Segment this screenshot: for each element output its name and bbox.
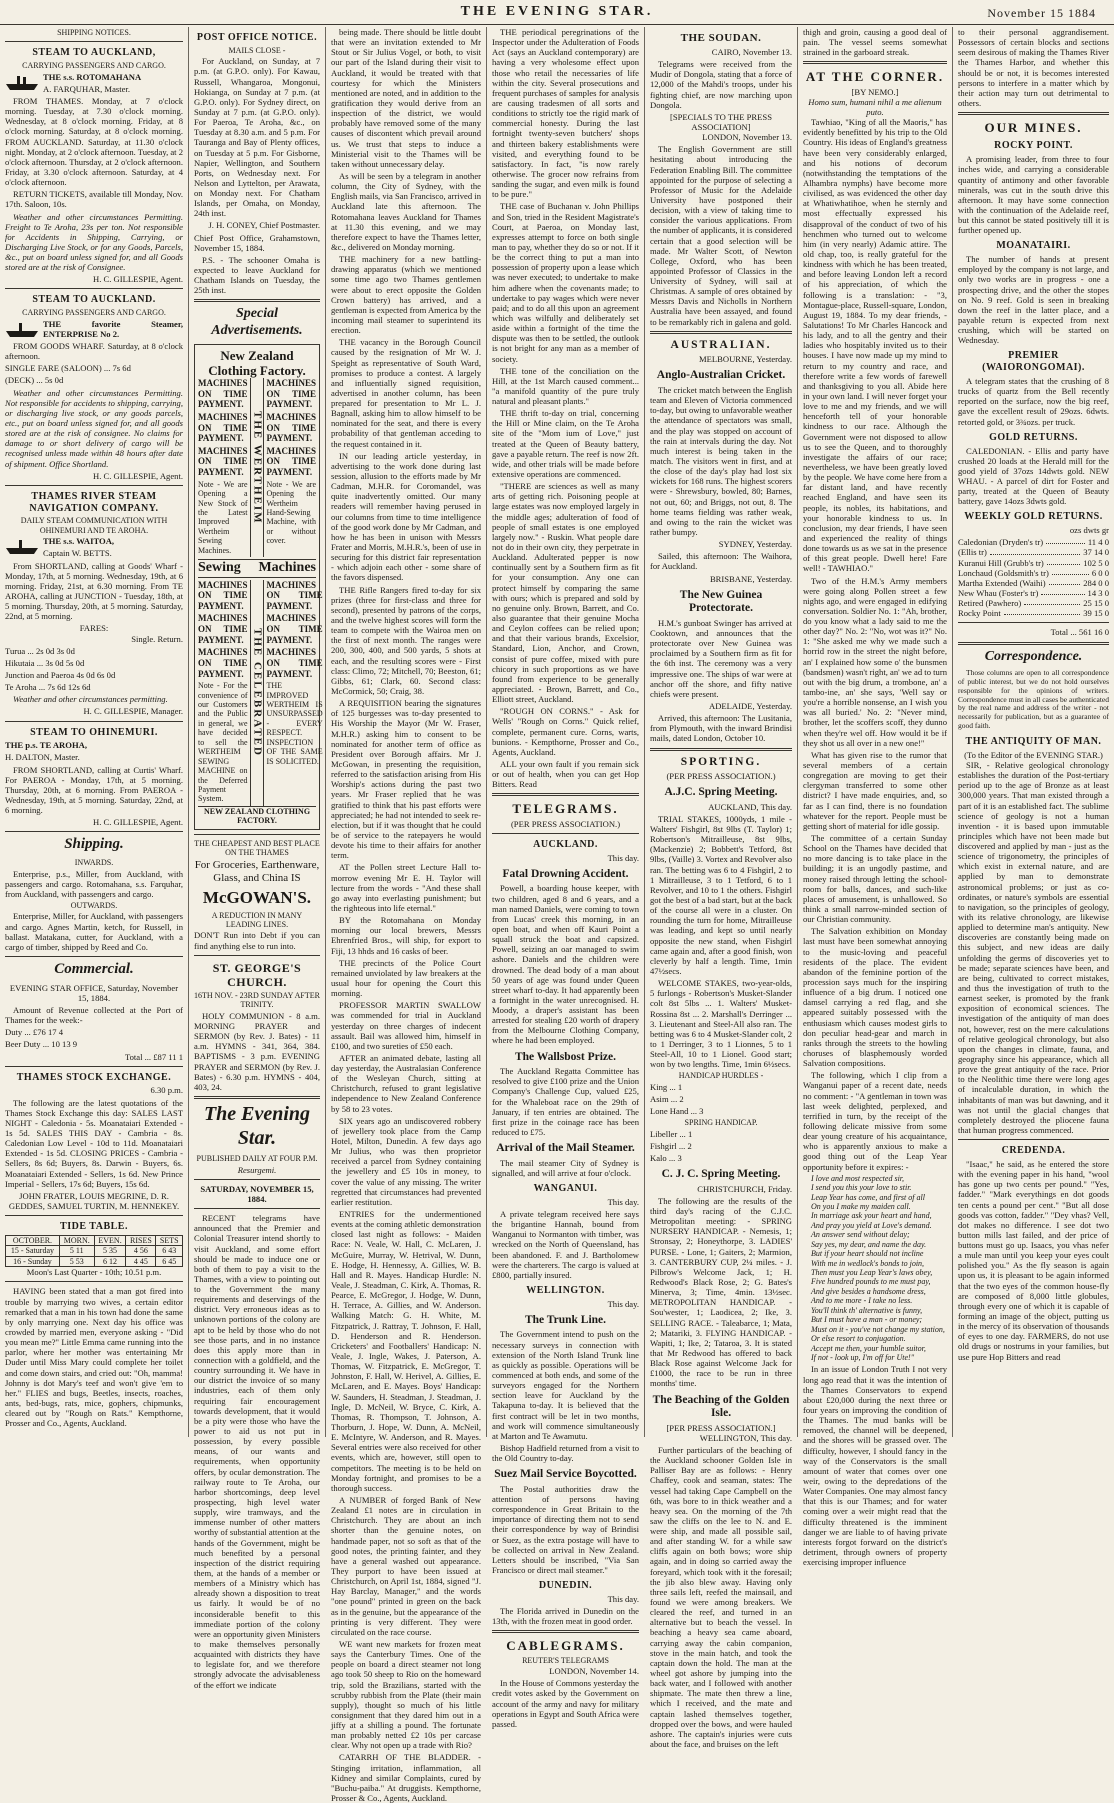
agent-signature: H. C. GILLESPIE, Manager. bbox=[83, 706, 183, 717]
table-row bbox=[958, 547, 1109, 557]
table-row bbox=[6, 1246, 183, 1256]
correspondence-note: Those columns are open to all correspondence of public interest, but we do not hold ourselves responsible for the opinions of writers. Correspondence must in all cases be authenticated by the real name and address of the writer - not necessarily for publication, but as a guarantee of good faith. bbox=[958, 668, 1109, 731]
outwards-heading: OUTWARDS. bbox=[70, 901, 118, 911]
advert-vertical-text: THE WERTHEIM bbox=[250, 378, 265, 557]
story-body: WELCOME STAKES, two-year-olds, 5 furlongs - Robertson's Musket-Slander colt 8st 5lbs ... 1. Walters' Musket-Rossina 8st ... 2. Marshall's Derringer ... 3. Lieutenant and Steel-All also ran. The betting was 6 to 4 Musket-Slander colt, 2 to 1 Derringer, 3 to 1 Lionnes, 5 to 1 Steel-All, 10 to 1 Lionel. Good start; won by two lengths. Time, 1min 6½secs. bbox=[650, 978, 792, 1070]
editorial-date: SATURDAY, NOVEMBER 15, 1884. bbox=[200, 1183, 314, 1204]
story-heading: The Wallsbost Prize. bbox=[514, 1050, 617, 1063]
steamer-name: THE s.s. WAITOA, bbox=[43, 536, 115, 547]
advert-line: MACHINES ON TIME PAYMENT. bbox=[266, 411, 316, 444]
table-cell: EVEN. bbox=[94, 1235, 126, 1245]
story-heading: The New Guinea Protectorate. bbox=[679, 588, 763, 615]
return-tickets: RETURN TICKETS, available till Monday, Nov. 17th. Saloon, 10s. bbox=[5, 189, 183, 210]
article-paragraph: THE periodical peregrinations of the Inspector under the Adulteration of Foods Act (says an Auckland contemporary) are having a very wholesome effect upon those who retail the necessaries of life within the city. Several prosecutions and frequent purchases of samples for analysis are causing tradesmen of all sorts and conditions to strictly toe the rigid mark of commercial honesty. During the last fortnight twenty-seven butchers' shops and thirteen bakery establishments were visited, and everything found to be satisfactory. In fact, "is now rarely otherwise. The grocer now refrains from sanding the sugar, and even milk is found to be pure." bbox=[492, 27, 639, 200]
table-cell: 6 12 bbox=[94, 1256, 126, 1266]
table-row bbox=[958, 598, 1109, 608]
fare-line: Junction and Paeroa 4s 0d 6s 0d bbox=[5, 669, 116, 680]
article-paragraph: PROFESSOR MARTIN SWALLOW was commended for trial in Auckland yesterday on three charges of indecent assault. Bail was allowed him, himself in £100, and two sureties of £50 each. bbox=[331, 1000, 481, 1051]
column-1 bbox=[0, 27, 188, 1437]
fare-line: Hikutaia ... 3s 0d 5s 0d bbox=[5, 657, 85, 668]
story-body: Arrived, this afternoon: The Lusitania, from Plymouth, with the inward Brindisi mails, dated London, October 10. bbox=[650, 713, 792, 744]
fares-heading: FARES: bbox=[79, 623, 109, 634]
advert-line: MACHINES ON TIME PAYMENT. bbox=[266, 579, 323, 611]
story-heading: Fatal Drowning Accident. bbox=[502, 867, 629, 880]
advert-line: MACHINES ON TIME PAYMENT. bbox=[198, 445, 248, 478]
table-cell: 14 3 0 bbox=[1087, 588, 1109, 599]
table-row bbox=[6, 1235, 183, 1245]
race-result: Fishgirl ... 2 bbox=[650, 1140, 692, 1151]
steamer-name: THE s.s. ROTOMAHANA bbox=[43, 71, 142, 82]
fares-columns: Single. Return. bbox=[131, 633, 183, 644]
weekly-gold-units: ozs dwts gr bbox=[1069, 525, 1109, 536]
fare-line: Te Aroha ... 7s 6d 12s 6d bbox=[5, 682, 91, 693]
mcgowan-note: DON'T Run into Debt if you can find anything else to run into. bbox=[194, 930, 320, 951]
section-heading: AUSTRALIAN. bbox=[670, 338, 772, 351]
article-paragraph: A REQUISITION bearing the signatures of 125 burgesses was to-day presented to His Worship the Mayor (Mr W. Fraser, M.H.R.) asking him to consent to be nominated for another term of office as President over Borough affairs. Mr J. McGowan, in presenting the requisition, referred to the satisfaction arising from His Worship's actions during the past two years. Mr Fraser replied that he was gratified to think that his past efforts were appreciated; he had not intended to seek re-election, but if it was thought that he could be of service to the ratepayers he would devote his time to their affairs for another term. bbox=[331, 698, 481, 861]
steamer-name: THE favorite Steamer, ENTERPRISE No 2. bbox=[43, 318, 183, 339]
table-cell: 4 56 bbox=[126, 1246, 156, 1256]
column-6 bbox=[797, 27, 952, 1568]
steamer-schedule: FROM SHORTLAND, calling at Curtis' Wharf. For PAEROA - Monday, 17th, at 5 morning. Thursday, 20th, at 6 morning. From PAEROA - Wednesday, 19th, at 5 morning. Saturday, 22nd, at 6 morning. bbox=[5, 764, 183, 816]
table-cell: OCTOBER. bbox=[6, 1235, 60, 1245]
weekly-gold-total: Total ... 561 16 0 bbox=[1050, 627, 1109, 638]
cablegrams-heading: CABLEGRAMS. bbox=[506, 1638, 625, 1654]
table-cell: Caledonian (Dryden's tr) bbox=[958, 537, 1044, 548]
dateline-day: CAIRO, November 13. bbox=[711, 46, 792, 57]
story-body: In the House of Commons yesterday the credit votes asked by the Government on account of the army and navy for military operations in Egypt and South Africa were passed. bbox=[492, 1678, 639, 1729]
article-paragraph: THE thrift to-day on trial, concerning the Hill or Mine claim, on the Te Aroha site of the "Mom ium of Love," just treated at the Queen of Beauty battery, gave a payable return. The reef is now 2ft. wide, and other trials will be made before extensive operations are commenced. bbox=[492, 408, 639, 480]
sporting-sub: (PER PRESS ASSOCIATION.) bbox=[666, 771, 776, 782]
article-paragraph: SIX years ago an undiscovered robbery of jewellery took place from the Camp Hotel, Milton, Dunedin. A few days ago Mr Julius, who was then proprietor received a parcel from Sydney containing the jewellery and £5 10s in money, to cover the value of any missing. The writer regretted that circumstances had prevented earlier restitution. bbox=[331, 1115, 481, 1207]
mine-report: A telegram states that the crushing of 8 trucks of quartz from the Bell recently reported on the surface, now the big reef, gave the excellent result of 29ozs. 6dwts. retorted gold, or 3¾ozs. per truck. bbox=[958, 376, 1109, 427]
steamer-ad-waitoa bbox=[5, 536, 183, 716]
article-paragraph: IN our leading article yesterday, in advertising to the work done during last session, allusion to the efforts made by Mr Cadman, M.H.R. for Coromandel, was quite inadvertently omitted. Our many readers will remember having perused in our columns from time to time intelligence of the good work done by Mr Cadman, and how he has been in unison with Messrs Frater and Morris, M.H.R.'s, been of use in securing for this district fair representation - which adjoin each other - some share of the favors dispensed. bbox=[331, 450, 481, 583]
table-cell: 11 4 0 bbox=[1087, 537, 1109, 548]
story-heading: Anglo-Australian Cricket. bbox=[656, 369, 786, 382]
church-subheading: 16TH NOV. - 23RD SUNDAY AFTER TRINITY. bbox=[194, 991, 320, 1010]
table-cell: 15 - Saturday bbox=[6, 1246, 60, 1256]
post-office-ps: P.S. - The schooner Omaha is expected to leave Auckland for Chatham Islands on Tuesday, the 25th inst. bbox=[194, 254, 320, 296]
agent-signature: H. C. GILLESPIE, Agent. bbox=[93, 470, 183, 481]
correspondence-heading: Correspondence. bbox=[984, 648, 1083, 664]
ad-subheading: CARRYING PASSENGERS AND CARGO. bbox=[22, 308, 166, 318]
table-cell: MORN. bbox=[59, 1235, 94, 1245]
dateline-day: This day. bbox=[607, 852, 639, 863]
steamer-name: THE p.s. TE AROHA, bbox=[5, 740, 87, 751]
table-cell: Retired (Pawhero) bbox=[958, 598, 1022, 609]
ad-heading: STEAM TO OHINEMURI. bbox=[30, 726, 158, 738]
editorial-masthead: The Evening Star. bbox=[203, 1103, 311, 1149]
stock-exchange-names: JOHN FRATER, LOUIS MEGRINE, D. R. GEDDES, SAMUEL TURTIN, M. HENNEKEY. bbox=[8, 1190, 180, 1212]
dateline-heading: AUCKLAND. bbox=[533, 838, 598, 850]
advert-vertical-text: THE CELEBRATED bbox=[250, 580, 265, 806]
story-body: A private telegram received here says the brigantine Hannah, bound from Wanganui to Normanton with timber, was wrecked on the North of Queensland, has been abandoned. F. and J. Bartholomew were the charterers. The cargo is valued at £800, partially insured. bbox=[492, 1208, 639, 1280]
race-result: Libeller ... 1 bbox=[650, 1128, 693, 1139]
table-row bbox=[958, 568, 1109, 578]
dateline-heading: DUNEDIN. bbox=[538, 1580, 593, 1592]
revenue-line: Beer Duty ... 10 13 9 bbox=[5, 1039, 78, 1050]
stock-exchange-body: The following are the latest quotations of the Thames Stock Exchange this day: SALES LAST NIGHT - Caledonia - 5s. Moanataiari Extended - 1s 5d. SALES THIS DAY - Cambria - 8s. Caledonian Low Level - 10d to 11d. Moanataiari Extended - 1s 5d. CLOSING PRICES - Cambria - Sellers, 8s 6d; Buyers, 8s. Darwin - Buyers, 6s. Moanataiari Extended - Sellers, 1s 6d. New Prince Imperial - Sellers, 17s 6d; Buyers, 15s 6d. bbox=[5, 1097, 183, 1189]
corner-byline: [BY NEMO.] bbox=[851, 86, 899, 97]
poem: I love and most respected sir, I send you this your love to stir. Leap Year has come, and first of all On you I make my maiden call. In marriage ask your heart and hand, And pray you yield at Love's demand. An answer send without delay; Say yes, my dear, and name the day. But if your heart should not incline With me in wedlock's bonds to join, Then must you Leap Year's laws obey, Five hundred pounds to me must pay, And give besides a handsome dress, And to me more - I take no less. You'll think th' alternative is funny, But I must have a man - or money; Must on it - you've not change my station, Or else resort to conjugation. Accept me then, your humble suitor, If not - look up, I'm off for Ute!" bbox=[811, 1173, 945, 1362]
dateline-day: CHRISTCHURCH, Friday. bbox=[697, 1183, 792, 1194]
post-office-sub: MAILS CLOSE - bbox=[228, 45, 286, 55]
advert-line: MACHINES ON TIME PAYMENT. bbox=[198, 613, 248, 645]
table-cell: 4 45 bbox=[126, 1256, 156, 1266]
post-office-signature: J. H. CONEY, Chief Postmaster. bbox=[208, 220, 320, 231]
dateline-day: MELBOURNE, Yesterday. bbox=[698, 354, 792, 365]
telegrams-sub: (PER PRESS ASSOCIATION.) bbox=[510, 818, 621, 829]
specials-note: [SPECIALS TO THE PRESS ASSOCIATION] bbox=[670, 111, 772, 132]
story-heading: C. J. C. Spring Meeting. bbox=[661, 1168, 781, 1181]
advert-line: MACHINES ON TIME PAYMENT. bbox=[198, 378, 248, 410]
church-heading: ST. GEORGE'S CHURCH. bbox=[212, 960, 302, 989]
article-paragraph: THE precincts of the Police Court remained unviolated by law breakers at the usual hour for opening the Court this morning. bbox=[331, 957, 481, 999]
stock-exchange-time: 6.30 p.m. bbox=[150, 1085, 183, 1096]
table-cell: 5 35 bbox=[94, 1246, 126, 1256]
dateline-day: LONDON, November 14. bbox=[549, 1666, 639, 1677]
agent-signature: H. C. GILLESPIE, Agent. bbox=[93, 817, 183, 828]
advert-line: MACHINES ON TIME PAYMENT. bbox=[266, 445, 316, 478]
column-4 bbox=[486, 27, 644, 1729]
race-result: Asim ... 2 bbox=[650, 1094, 684, 1105]
masthead-date: November 15 1884 bbox=[987, 6, 1096, 20]
article-paragraph: ALL your own fault if you remain sick or out of health, when you can get Hop Bitters. Read bbox=[492, 758, 639, 790]
sporting-heading: SPORTING. bbox=[680, 755, 762, 768]
special-ads-heading: Special Advertisements. bbox=[211, 306, 303, 338]
corner-heading: AT THE CORNER. bbox=[805, 69, 945, 85]
table-cell: 5 53 bbox=[59, 1256, 94, 1266]
mine-report: A promising leader, from three to four inches wide, and carrying a considerable quantity of antimony and other favorable minerals, was cut in the south drive this afternoon. It may have some connection with the continuation of the Adelaide reef, but this cannot be stated positively till it is further opened up. bbox=[958, 154, 1109, 236]
race-heading: HANDICAP HURDLES - bbox=[678, 1071, 764, 1081]
story-body: The Florida arrived in Dunedin on the 13th, with the frozen meat in good order. bbox=[492, 1606, 639, 1627]
steamer-master: A. FARQUHAR, Master. bbox=[43, 83, 130, 94]
table-cell: Lonchaud (Goldsmith's tr) bbox=[958, 567, 1049, 578]
stock-exchange-heading: THAMES STOCK EXCHANGE. bbox=[16, 1071, 172, 1083]
ad-subheading: CARRYING PASSENGERS AND CARGO. bbox=[22, 61, 166, 71]
corner-paragraph: The Salvation exhibition on Monday last must have been somewhat annoying to the music-loving and peaceful residents of the place. The evident abandon of the feminine portion of the procession says much for the inspiring influence of a big drum. I noticed one damsel carrying a red flag, and she appeared suitably possessed with the enthusiasm which causes modest girls to don peculiar head-gear and march in ranks through the streets to the howling choruses of blasphemously worded Salvation compositions. bbox=[803, 926, 947, 1069]
table-cell: 25 15 0 bbox=[1083, 598, 1109, 609]
agent-signature: H. C. GILLESPIE, Agent. bbox=[93, 274, 183, 285]
table-cell: SETS bbox=[156, 1235, 183, 1245]
story-heading: A.J.C. Spring Meeting. bbox=[664, 786, 778, 799]
masthead bbox=[0, 0, 1114, 25]
dateline-day: This day. bbox=[607, 1593, 639, 1604]
article-paragraph: "THERE are sciences as well as many arts of getting rich. Poisoning people at large estates was now employed largely in the middle ages; adulteration of food of people of small estates is one employed largely now." - Ruskin. What people dare not do in their own city, they perpetrate in Auckland. Adulterated pepper is now continually sent by a Southern firm as fit for your consumption. Any one can protect himself by comparing the same with ours; which is prepared and sold by no genuine only. Brown, Barrett, and Co. also guarantee that their genuine Mocha and Ceylon coffees can be relied upon; and that their various brands, Excelsior, Standard, Lion, Anchor, and Crown, consist of pure coffee, mixed with pure chicory in such proportions as we have found from experience to be generally appreciated. - Brown, Barrett, and Co., Elliott street, Auckland. bbox=[492, 481, 639, 705]
story-body: Powell, a boarding house keeper, with two children, aged 8 and 6 years, and a man named Daniels, were coming to town from Lucas' creek this morning, in an open boat, and when off Kauri Point a squall struck the boat and capsized. Powell, seizing an oar managed to swim ashore. Daniels and the children were drowned. The dead body of a man about 50 years of age was found under Queen street wharf to-day. It had apparently been a fortnight in the water unrecognised. H. Moody, a draper's assistant has been arrested for stealing £20 worth of drapery from the Melbourne Clothing Company, where he had been employed. bbox=[492, 883, 639, 1046]
story-body: Telegrams were received from the Mudir of Dongola, stating that a force of 12,000 of the Mahdi's troops, under his fighting chief, are now marching upon Dongola. bbox=[650, 59, 792, 110]
steamer-schedule: FROM THAMES. Monday, at 7 o'clock morning. Tuesday, at 7.30 o'clock morning. Wednesday, at 8 o'clock morning. Friday, at 8 o'clock morning. Saturday, at 8 o'clock morning. FROM AUCKLAND. Saturday, at 11.30 o'clock night. Monday, at 2 o'clock afternoon. Tuesday, at 2 o'clock afternoon. Thursday, at 2 o'clock afternoon. Friday, at 3.30 o'clock afternoon. Saturday, at 4 o'clock afternoon. bbox=[5, 95, 184, 188]
weekly-gold-heading: WEEKLY GOLD RETURNS. bbox=[964, 511, 1103, 523]
advert-title: New Zealand Clothing Factory. bbox=[208, 347, 306, 378]
story-body: Further particulars of the beaching of the Auckland schooner Golden Isle in Palliser Bay are as follows: - Henry Chaffey, cook and seaman, states: The vessel had taking Cape Campbell on the 6th, was bore to in thick weather and a heavy sea. On the morning of the 7th saw the cliffs on the lee to N. and E. were ship, and made all possible sail, and after standing W. for a while saw cliffs again on both bows; wore ship again, and in doing so carried away the foreyard, which took with it the foresail; the jib also blew away. Having only three sails left, reefed the mainsail, and found we were among breakers. We cleared the reef, and turned in an alternative but to beach the vessel. In beaching a heavy sea came aboard, carrying away the cabin companion, stove in the main hatch, and took the captain down the hold. The man at the wheel got ashore by jumping into the back water, and I followed with another shipmate. The mate then threw a line, which I received, and the mate and captain lashed themselves together, dropped over the bows, and were hauled ashore. The captain's injuries were cuts about the face, and bruises on the left bbox=[650, 1444, 792, 1750]
dateline-day: This day. bbox=[607, 1298, 639, 1309]
corner-paragraph: In an issue of London Truth I not very long ago read that it was the intention of the Thames Conservators to expend about £20,000 during the next three or four years on improving the condition of the Thames. The mud banks will be removed, the channel will be deepened, and the shores will be grassed over. The difficulty, however, I should fancy in the way of the Conservators is the small amount of water that comes over one weir, owing to the depredations of the Water Companies. One may almost fancy that this is our Thames; and for water coming over a weir might read that the difficulty threatened is the imminent danger we are liable to of having private interests forgot forward on the district's detriment, through owners of property exercising improper influence bbox=[803, 1364, 947, 1568]
letter-sub: (To the Editor of the EVENING STAR.) bbox=[964, 749, 1103, 760]
weather-notice: Weather and other circumstances permitting. bbox=[13, 694, 168, 705]
steamer-ad-rotomahana bbox=[5, 72, 183, 285]
tide-table bbox=[5, 1235, 183, 1267]
mines-heading: OUR MINES. bbox=[984, 120, 1083, 136]
mine-heading: GOLD RETURNS. bbox=[989, 431, 1078, 443]
table-cell: 39 15 0 bbox=[1083, 608, 1109, 619]
masthead-title: THE EVENING STAR. bbox=[460, 4, 654, 19]
dateline-day: LONDON, November 13. bbox=[702, 132, 792, 143]
advert-footer: NEW ZEALAND CLOTHING FACTORY. bbox=[198, 806, 316, 826]
steamship-icon bbox=[5, 74, 39, 92]
race-heading: SPRING HANDICAP. bbox=[684, 1118, 758, 1128]
table-cell: 284 0 0 bbox=[1083, 577, 1109, 588]
filler-paragraph: HAVING been stated that a man got fired into trouble by marrying two wives, a certain editor remarked that a man in his town had done the same by only marrying one. Next day his office was crowded by married men, everyone asking - "Did you mean me?" Little Emma came running into the parlor, where her mother was entertaining Mr Duder until Miss Mary could complete her toilet and come down stairs, and cried out: "Oh, mamma! Johnny is dot Mary's teef and won't give 'em to her." FLIES and bugs, Beetles, insects, roaches, ants, bed-bugs, rats, mice, gophers, chipmunks, cleared out by "Rough on Rats." Kempthorne, Prosser and Co., Agents, Auckland. bbox=[5, 1286, 183, 1429]
letter-heading: THE ANTIQUITY OF MAN. bbox=[965, 736, 1102, 747]
article-paragraph: BY the Rotomahana on Monday morning our local brewers, Messrs Ehrenfried Bros., will ship, for export to Fiji, 13 hhds and 16 casks of beer. bbox=[331, 915, 481, 956]
race-result: King ... 1 bbox=[650, 1081, 683, 1092]
table-cell: 16 - Sunday bbox=[6, 1256, 60, 1266]
revenue-line: Duty ... £76 17 4 bbox=[5, 1027, 64, 1038]
steamer-ad-enterprise bbox=[5, 319, 183, 481]
article-paragraph: THE Rifle Rangers fired to-day for six prizes (three for first-class and three for second), presented by patrons of the corps, and the twelve highest scores will form the team to compete with the Wairoa men on the first of next month. The ranges were 200, 300, 400, and 500 yards, 5 shots at each, and the resulting scores were - First class: Climo, 72; Mitchell, 70; Beeston, 61; Gibbs, 61; Clark, 60. Second class: McCormick, 50; Craig, 38. bbox=[331, 584, 481, 696]
article-paragraph: WE want new markets for frozen meat says the Canterbury Times. One of the people on board a direct steamer not long ago took 50 sheep to Rio on the homeward trip, sold the Brazilians, started with the scrubby rubbish from the Plate (their main supply), thought so much of his little consignment that they dared him out in a jiffy at a shilling a pound. The fortunate man probably netted £2 10s per carcase clear. Why not open up a trade with Rio? bbox=[331, 1638, 481, 1751]
commercial-office: EVENING STAR OFFICE, Saturday, November 15, 1884. bbox=[9, 982, 179, 1003]
mine-report: CALEDONIAN. - Ellis and party have crushed 20 loads at the Herald mill for the good yield of 37ozs 14dwts gold. NEW WHAU. - A parcel of dirt for Foster and party, treated at the Queen of Beauty battery, gave 14ozs 3dwts gold. bbox=[958, 445, 1109, 507]
steamer-ad-te-aroha bbox=[5, 740, 183, 827]
story-body: The Postal authorities draw the attention of persons having correspondence in Great Britain to the importance of directing them not to send their correspondence by way of Brindisi or Suez, as the extra postage will have to be collected on arrival in New Zealand. Letters should be inscribed, "Via San Francisco or direct mail steamer." bbox=[492, 1483, 639, 1575]
story-heading: The Beaching of the Golden Isle. bbox=[652, 1393, 790, 1420]
table-cell: Martha Extended (Waihi) bbox=[958, 577, 1046, 588]
story-body: thigh and groin, causing a good deal of pain. The vessel seems somewhat strained in the garboard streak. bbox=[803, 27, 947, 58]
weather-notice: Weather and other circumstances Permitting. Not responsible for accidents to shipping, carrying, or discharging live stock, or any goods parcels, etc., put on board unless signed for, and all goods stored are at the risk of consignee. No claims for damage to or short delivery of cargo will be recognised unless made within 48 hours after date of shipment. Office Shortland. bbox=[5, 387, 183, 469]
post-office-location: Chief Post Office, Grahamstown, November 15, 1884. bbox=[194, 232, 320, 253]
advert-note: Note - We are Opening a New Stock of the Latest Improved Wertheim Sewing Machines. bbox=[198, 479, 248, 555]
table-cell: 6 45 bbox=[156, 1256, 183, 1266]
article-paragraph: A NUMBER of forged Bank of New Zealand £1 notes are in circulation in Christchurch. They are about an inch shorter than the genuine notes, on handmade paper, not so soft as that of the good notes, the printing fainter, and they have a general washed out appearance. They purport to have been issued at Christchurch, on April 1st, 1884, signed "J. Hay Barclay, Manager," and the words "one pound" printed in green on the back as in the genuine, but the appearance of the printing is very different. They were circulated on the race course. bbox=[331, 1494, 481, 1637]
inwards-heading: INWARDS. bbox=[74, 858, 114, 868]
article-paragraph: "ROUGH ON CORNS." - Ask for Wells' "Rough on Corns." Quick relief, complete, permanent cure. Corns, warts, bunions. - Kempthorne, Prosser and Co., Agents, Auckland. bbox=[492, 706, 639, 757]
story-heading: The Trunk Line. bbox=[524, 1313, 607, 1326]
ad-heading: STEAM TO AUCKLAND, bbox=[32, 47, 156, 59]
letter-body: SIR, - Relative geological chronology establishes the duration of the Post-tertiary period up to the age of Bronze as at least 300,000 years. That man existed through a part of it is an established fact. The sublime science of geology is not a human invention - it is based upon immutable principles which have not been made but discovered and applied by man - just as the science of trigonometry, the principles of which exist in external nature, and are applied by man to demonstrate astronomical problems; or just as co-ordinates, or nature's symbols are essential to navigation, so the principles of geology, with its relative chronology, are likewise applied to determine man's antiquity. New discoveries are constantly being made on this subject, and new ideas are daily unfolding the germs of discoveries yet to be made; separate sciences have been, and are being, cultivated to correct mistakes, and thus the investigation of truth to the earnest seeker, is promoted by the frank exposition of economical sciences. The investigation of the antiquity of man does not, however, rest on the mere calculations of relative geological chronology, but also upon the changes in climate, fauna, and geography since his appearance, which all prove the great antiquity of the race. Prior to the Neolithic time there were long ages of incalculable duration, in which the inhabitants of man was but dawning, and it was not until the glacial changes that completely destroyed the pliocene fauna that human progress commenced. bbox=[958, 759, 1109, 1135]
steamer-schedule: From SHORTLAND, calling at Goods' Wharf - Monday, 17th, at 5 morning. Wednesday, 19th, at 6 morning. Friday, 21st, at 6.30 morning. From TE AROHA, calling at JUNCTION - Tuesday, 18th, at 5 morning. Thursday, 20th, at 5 morning. Saturday, 22nd, at 5 morning. bbox=[5, 560, 183, 622]
corner-paragraph: The following, which I clip from a Wanganui paper of a recent date, needs no comment: - "A gentleman in town was last week delighted, perplexed, and terrified in turn, by the receipt of the following delicate missive from some dear young creature of his acquaintance, who is apparently anxious to make a good thing out of the Leap Year opportunity before it expires: - bbox=[803, 1070, 947, 1172]
mcgowan-subheading: For Groceries, Earthenware, Glass, and China IS bbox=[194, 858, 320, 884]
article-paragraph: AT the Pollen street Lecture Hall to-morrow evening Mr E. H. Taylor will lecture from the words - "And these shall go away into everlasting punishment; but the righteous into life eternal." bbox=[331, 862, 481, 913]
editorial-body: RECENT telegrams have announced that the Premier and Colonial Treasurer intend shortly to visit Auckland, and some effort should be made to induce one or both of them to pay a visit to the Thames, with a view to pointing out to the Government the many requirements and deservings of the district. Very erroneous ideas as to unknown portions of the colony are apt to be held by those who do not see those parts, and in no instance does this apply more than in connection with a goldfield, and the country surrounding it. We have in our district the invoice of so many industries, each of them only requiring fair encouragement towards development, that it would be a pity were those who have the power to aid us not put in possession, by every possible means, of our wants and requirements, when opportunity offers, by ocular demonstration. The railway route to Te Aroha, our harbor shortcomings, deep level prospecting, high level water supply, wire tramways, and the immense number of other matters worthy of substantial attention at the hands of the Government, might be much benefited by a personal inspection of the district requiring them, at the hands of a member or members of a Ministry which has already shown a disposition to treat us fairly. It would be of no inconsiderable benefit to this immediate portion of the colony were an opportunity given Ministers to make themselves personally acquainted with districts they have to legislate for, and we therefore strongly advocate the advisableness of the effort we indicate bbox=[194, 1213, 320, 1690]
column-2 bbox=[188, 27, 325, 1690]
telegrams-heading: TELEGRAMS. bbox=[512, 801, 619, 817]
advert-machines-label: Machines bbox=[258, 560, 316, 576]
mine-heading: PREMIER (WAIORONGOMAI). bbox=[982, 350, 1085, 374]
table-row bbox=[958, 588, 1109, 598]
ad-subheading: DAILY STEAM COMMUNICATION WITH OHINEMURI AND TE AROHA. bbox=[20, 516, 168, 535]
story-body: The cricket match between the English team and Eleven of Victoria commenced to-day, but owing to unfavorable weather the attendance of spectators was small, and the play was stopped on account of the rain at intervals during the day. Not much interest is being taken in the match. The visitors went in first, and at the close of the day's play had lost six wickets for 168 runs. The highest scorers were - Shrewsbury, bowled, 80; Barnes, not out, 60; and Briggs, not out, 8. The home teams fielding was rather weak, and owing to the rain the wicket was rather bumpy. bbox=[650, 385, 792, 537]
story-heading: Suez Mail Service Boycotted. bbox=[494, 1468, 637, 1481]
fare-line: SINGLE FARE (SALOON) ... 7s 6d bbox=[5, 363, 131, 374]
ad-heading: STEAM TO AUCKLAND. bbox=[32, 294, 156, 306]
table-row bbox=[6, 1256, 183, 1266]
article-paragraph: THE case of Buchanan v. John Phillips and Son, tried in the Resident Magistrate's Court, at Paeroa, on Monday last, expresses attempt to force on both single man to pay, whether they do so or not. If it be the correct thing to put a man into possession of property upon a lease which was never executed; to undertake to make him adhere when the covenants made; to undertake to pay wages which were never paid; and to do all this upon an agreement which was wilfully and deliberately set aside within a fortnight of the time the dispute was then to be settled, the outlook is not bright for any man as a member of society. bbox=[492, 201, 639, 364]
story-sub: [PER PRESS ASSOCIATION.] bbox=[666, 1422, 776, 1433]
article-paragraph: CATARRH OF THE BLADDER. - Stinging irritation, inflammation, all Kidney and similar Complaints, cured by "Buchu-paiba." At druggists. Kempthorne, Prosser & Co., Agents, Auckland. bbox=[331, 1752, 481, 1803]
mcgowan-heading: THE CHEAPEST AND BEST PLACE ON THE THAMES bbox=[194, 838, 320, 858]
mcgowan-tagline: A REDUCTION IN MANY LEADING LINES. bbox=[211, 910, 303, 929]
story-body: The Auckland Regatta Committee has resolved to give £100 prize and the Union Company's Challenge Cup, valued £25, for the Whaleboat race on the 29th of January, if ten entries are obtained. The first prize in the coinage race has been reduced to £75. bbox=[492, 1066, 639, 1138]
corner-paragraph: The committee of a certain Sunday School on the Thames have decided that no more dancing is to take place in the building; it is an ungodly pastime, and money raised through letting the school-room for balls, dances, and such-like places of amusement, is unhallowed. So think a small narrow-minded section of our Christian community. bbox=[803, 833, 947, 925]
table-cell: 102 5 0 bbox=[1083, 557, 1109, 568]
advert-line: MACHINES ON TIME PAYMENT. bbox=[266, 613, 323, 645]
corner-paragraph: Two of the H.M.'s Army members were going along Pollen street a few nights ago, and were engaged in edifying conversation. Soldier No. 1: "Ah, brother, do you know what a lady said to me the other day?" No. 2: "No, wot was it?" No. 1: "She asked me why we made such a horrid row in the street the night before, an' I explained how some o' the bunsmen (bandsmen) wasn't right, an' we ad to turn out with the big drum, a trombone, an' a tambo-ine, an' she says, 'Well say or you're a horrible nonsense, an I wish you was all buried.' No. 2: "Never mind, brother, let the scoffers scoff, they dunno when they're wel off. How would it be if they shot us all over in a new one!" bbox=[803, 575, 947, 748]
dateline-day: WELLINGTON, This day. bbox=[699, 1432, 792, 1443]
article-paragraph: ENTRIES for the undermentioned events at the coming athletic demonstration closed last night as follows: - Maiden Race: N. Veale, W. Hall, C. McLaren, J. McGuire, Murray, W. Hetrival, W. Dunn, E. Hodge, H. Hennessy, A. Gillies, W. B. Hall and R. Mayes. Handicap Hurdle: N. Veale, J. Steadman, C. Kirk, A. Thomas, R. Pearce, E. McGregor, J. Hodge, W. Dunn, H. Terrace, A. Gillies, and W. Anderson. Walking Match: G. H. White, M. Fitzpatrick, J. Rattray, T. Johnson, F. Hall, D. Henderson and R. Henderson. Cricketers' and Footballers' Handicap: N. Veale, J. Ingle, Wakes, J. Paterson, A. Thomas, W. Fitzpatrick, E. McGregor, T. Johnston, F. Hall, W. Herivel, A. Gillies, E. McLaren, and E. Mayes. Boys' Handicap: W. Saunders, H. Steadman, J. Steadman, J. Ingle, D. McNeil, W. Bryce, C. Kirk, A. Thomas, R. Thompson, T. Johnson, A. Thorburn, J. Hope, W. Dunn, A. McNeil, E. McIntyre, W. Anderson, and R. Mayes. Several entries were also received for other events, which are, however, still open to competitors. The meeting is to be held on Monday fortnight, and promises to be a thorough success. bbox=[331, 1209, 481, 1493]
table-row bbox=[958, 608, 1109, 618]
article-paragraph: As will be seen by a telegram in another column, the City of Sydney, with the English mails, via San Francisco, arrived in Auckland late this afternoon. The Rotomahana leaves Auckland for Thames at 11.30 this evening, and we may therefore expect to have the Thames letter, &c., delivered on Monday morning. bbox=[331, 170, 481, 252]
table-cell: 6 43 bbox=[156, 1246, 183, 1256]
moon-phase: Moon's Last Quarter - 10th; 10.51 p.m. bbox=[26, 1267, 162, 1278]
table-row bbox=[958, 558, 1109, 568]
commercial-intro: Amount of Revenue collected at the Port of Thames for the week:- bbox=[5, 1004, 183, 1026]
story-body: Bishop Hadfield returned from a visit to the Old Country to-day. bbox=[492, 1442, 639, 1464]
table-cell: 5 11 bbox=[59, 1246, 94, 1256]
credenda-body: "Isaac," he said, as he entered the store with the evening paper in his hand, "wool has gone up two cents per pound." "Yes, fadder." "Mark everythings en dot goods ten cents a pound per cent." "But all dose goods vas cotton, fadder." "Dey vhas? Vell, dot makes no difference. I see dot two button mills last failed, and der price of buttons must go up. Isaacs, you vhas nefer a mule man until you keep your eyes coult polished you." As the fly season is again upon us, it is pleasant to be again informed that the two eyes of the common house-fly are composed of 8,000 little globules, through every one of which it is capable of forming an image of the object, putting us in the mercy of its observation of thousands of eyes to one day. FARMERS, do not use old drugs or nostrums in your families, but use pure Hop Bitters and read bbox=[958, 1158, 1109, 1362]
mine-heading: MOANATAIRI. bbox=[996, 240, 1071, 252]
race-result: Kalo ... 3 bbox=[650, 1153, 682, 1164]
advert-line: MACHINES ON TIME PAYMENT. bbox=[266, 378, 316, 410]
corner-motto: Homo sum, humani nihil a me alienum puto. bbox=[808, 96, 942, 118]
table-cell: 37 14 0 bbox=[1083, 547, 1109, 558]
steamer-master: H. DALTON, Master. bbox=[5, 752, 80, 763]
editorial-motto: Resurgemi. bbox=[237, 1164, 277, 1175]
table-row bbox=[958, 578, 1109, 588]
wertheim-advert bbox=[194, 344, 323, 830]
table-cell: RISES bbox=[126, 1235, 156, 1245]
table-cell: Kuranui Hill (Grubb's tr) bbox=[958, 557, 1044, 568]
story-heading: THE SOUDAN. bbox=[680, 32, 762, 44]
story-body: TRIAL STAKES, 1000yds, 1 mile - Walters' Fishgirl, 8st 9lbs (T. Taylor) 1; Robertson's Mitrailleuse, 8st 9lbs, (Mackenzie) 2; Bobbett's Tetford, 8st 9lbs, (Vaille) 3. Vortex and Revolver also ran. The betting was 6 to 4 Fishgirl, 2 to 1 Mitrailleuse, 3 to 1 Tetford, 6 to 1 Revolver, and 10 to 1 the others. Fishgirl got the best of a bad start, but at the back of the course all were in a cluster. On rounding the turn for home, Mitrailleuse was leading, and kept so until nearly opposite the new stand, when Fishgirl came again and, after a good finish, won cleverly by half a length. Time, 1min 47½secs. bbox=[650, 813, 792, 977]
steamer-captain: Captain W. BETTS. bbox=[43, 548, 112, 559]
mine-report: The number of hands at present employed by the company is not large, and only two works are in progress - one a prospecting drive, and the other the stopes on No. 9 reef. Gold is seen in breaking down the reef in the latter place, and a payable return is expected from next crushing, which will be started on Wednesday. bbox=[958, 254, 1109, 346]
table-row bbox=[958, 537, 1109, 547]
advert-note: THE IMPROVED WERTHEIM IS UNSURPASSED - EVERY RESPECT. INSPECTION OF THE SAME IS SOLICITED. bbox=[266, 681, 323, 766]
dateline-day: BRISBANE, Yesterday. bbox=[709, 573, 792, 584]
credenda-heading: CREDENDA. bbox=[1001, 1145, 1066, 1157]
corner-paragraph: What has given rise to the rumor that several members of a certain congregation are moving to get their clergyman transferred to some other district? I have made enquiries, and, so far as I can find, there is no foundation whatever for the report. People must be getting short of material for idle gossip. bbox=[803, 749, 947, 831]
story-heading: Arrival of the Mail Steamer. bbox=[496, 1142, 635, 1155]
story-body: The mail steamer City of Sydney is signalled, and will arrive at four o'clock. bbox=[492, 1157, 639, 1178]
corner-paragraph: Tawhiao, "King of all the Maoris," has evidently benefitted by his trip to the Old Country. His ideas of England's greatness have been very considerably enlarged, and his notions of decorum (notwithstanding the temptations of the Alhambra nymphs) have become more civilised, as was evidenced the other day at Whatiwhatihoe, when he sternly and most effectually expressed his disapproval of the conduct of two of his henchmen who turned out to welcome him (in very nearly) Adamic attire. The old chap, too, is really grateful for the kindness with which he has been treated, and before leaving London left a record of his appreciation, of which the following is a translation: - "3, Montague-place, Russell-square, London, August 19, 1884. To my dear friends, - Salutations! To Mr Charles Hancock and his lady, and to all the gentry and their ladies who hospitably invited us to their houses. I have now made up my mind to return to my country and race, and therefore write a few words of farewell and thanksgiving to you all. Abide here in your own land. I will never forget your love to me and my friends, and we will henceforth tell of your honorable kindness to our race. Although the Government were not disposed to allow us to see the Queen, and to thoroughly investigate the affairs of our race; nevertheless, we have been greatly loved by the people. We have come here from a far distant land, and have recently reached England, and have seen its people, its nobles, its habitations, and your honorable kindness to us. In conclusion, my dear friends, I have seen and experienced the reality of things done towards us as we sat in the presence of this great people. Dwell here! Fare well! - TAWHIAO." bbox=[803, 117, 947, 574]
dateline-day: This day. bbox=[607, 1196, 639, 1207]
cablegrams-sub: REUTER'S TELEGRAMS bbox=[522, 1655, 609, 1665]
article-paragraph: THE tone of the conciliation on the Hill, at the 1st March caused comment... "a manifold quantity of the pure truly natural and pleasant plants." bbox=[492, 365, 639, 407]
article-paragraph: THE vacancy in the Borough Council caused by the resignation of Mr W. J. Speight as representative of South Ward, promises to produce a contest. A largely and influentially signed requisition, advertised in another column, has been prepared for presentation to Mr L. J. Bagnall, asking him to allow himself to be nominated for the seat, and there is every probability of that gentleman acceding to the request contained in it. bbox=[331, 337, 481, 449]
commercial-heading: Commercial. bbox=[54, 961, 134, 978]
article-paragraph: THE machinery for a new battling-drawing apparatus (which we mentioned some time ago two Thames gentlemen were about to erect opposite the Golden Crown battery) has arrived, and a gentleman is expected from America by the incoming mail steamer to superintend its erection. bbox=[331, 254, 481, 336]
story-body: The Government intend to push on the necessary surveys in connection with extension of the North Island Trunk line as quickly as possible. Operations will be commenced at both ends, and some of the surveyors engaged for the Northern section leave for Auckland by the Takapuna to-day. It is believed that the first contract will be let in two months, and work will commence simultaneously at Marton and Te Awamutu. bbox=[492, 1329, 639, 1441]
steamer-schedule: FROM GOODS WHARF. Saturday, at 8 o'clock afternoon. bbox=[5, 341, 183, 362]
article-paragraph: being made. There should be little doubt that were an invitation extended to Mr Stout or Sir Julius Vogel, or both, to visit our part of the Island during their visit to Auckland, it would be treated with that courtesy for which the Ministers mentioned are noted, and in addition to the gratification they would derive from an inspection of the district, we would probably have removed some of the many causes of discontent which prevail around us. We trust that steps to induce a Ministerial visit to the Thames will be taken without unnecessary delay. bbox=[331, 27, 481, 169]
story-body: The following are the results of the third day's racing of the C.J.C. Metropolitan meeting: - SPRING NURSERY HANDICAP. - Nemesis, 1; Stronsay, 2; Honeythorpe, 3. LADIES' PURSE. - Lone, 1; Gaiters, 2; Marmion, 3. CANTERBURY CUP, 2¼ miles. - J. Pilbrow's Welcome Jack, 1; H. Redwood's Black Rose, 2; G. Bates's Minerva, 3; Time, 4min. 13½sec. METROPOLITAN HANDICAP. - Sou'wester, 1; Laodicea, 2; Ike, 3. SELLING RACE. - Taleabarce, 1; Mata, 2; Matariki, 3. FLYING HANDICAP. - Wapiti, 1; Ike, 2; Tataroa, 3. It is stated that Mr Redwood has offered to back Black Rose against Welcome Jack for £1000, the race to be run in three months' time. bbox=[650, 1195, 792, 1389]
story-body: Sailed, this afternoon: The Waihora, for Auckland. bbox=[650, 551, 792, 572]
mine-heading: ROCKY POINT. bbox=[994, 140, 1073, 152]
advert-line: MACHINES ON TIME PAYMENT. bbox=[198, 411, 248, 444]
outwards-body: Enterprise, Miller, for Auckland, with passengers and cargo. Agnes Martin, ketch, for Russell, in ballast. Matakana, cutter, for Auckland, with a cargo of timber, shipped by Reed and Co. bbox=[5, 911, 183, 952]
weekly-gold-table bbox=[958, 537, 1109, 637]
story-body: The English Government are still hesitating about introducing the Federation Enabling Bill. The committee appointed for the purpose of selecting a Professor of Music for the Adelaide University have postponed their decision, with a view of taking time to consider the various applications. From the number of applicants, it is considered certain that a good selection will be made. Mr Walter Scott, of Newton College, Oxford, who has been appointed Professor of Classics in the University of Sydney, will sail at Christmas. A sample of ores obtained by Messrs Davis and Nicholls in Northern Australia have been assayed, and found to be remarkably rich in galena and gold. bbox=[650, 144, 792, 327]
story-body: to their personal aggrandisement. Possessors of certain blocks and sections seem desirous of making the Thames River the Thames Harbor, and whether this should be or not, it is becomes interested persons to interfere in a matter which by their action may turn out detrimental to others. bbox=[958, 27, 1109, 108]
weather-notice: Weather and other circumstances Permitting. Freight to Te Aroha, 23s per ton. Not responsible for Accidents in Shipping, Carrying, or Discharging Live Stock, or for any Goods, Parcels, &c., put on board unless signed for, and all Goods stored are at the risk of Consignee. bbox=[5, 211, 183, 273]
advert-note: Note - We are Opening the Wertheim Hand-Sewing Machine, with or without cover. bbox=[266, 479, 316, 546]
dateline-heading: WELLINGTON. bbox=[526, 1284, 605, 1296]
advert-note: Note - For the convenience of our Customers and the Public in general, we have decided to sell the WERTHEIM SEWING MACHINE on the Deferred Payment System. bbox=[198, 681, 248, 804]
steamship-icon bbox=[5, 538, 39, 556]
advert-line: MACHINES ON TIME PAYMENT. bbox=[198, 579, 248, 611]
steamship-icon bbox=[5, 321, 39, 339]
column-5 bbox=[644, 27, 797, 1750]
dateline-day: AUCKLAND, This day. bbox=[708, 801, 792, 812]
section-heading: SHIPPING NOTICES. bbox=[57, 28, 131, 37]
column-7 bbox=[952, 27, 1114, 1437]
shipping-heading: Shipping. bbox=[64, 836, 124, 853]
post-office-body: For Auckland, on Sunday, at 7 p.m. (at G.P.O. only). For Kawau, Russell, Whangaroa, Mongonui, Hokianga, on Sunday at 7 p.m. (at G.P.O. only). For Sydney direct, on Sunday at 7 p.m. (at G.P.O. only). For Paeroa, Te Aroha, &c., on Tuesday at 8.30 a.m. and 5 p.m. For Tauranga and Bay of Plenty offices, on Tuesday at 5 p.m. For Gisborne, Napier, Wellington, and Southern Ports, on Wednesday next. For Nelson and Lyttelton, per Arawata, on Monday next. For Chatham Islands, per Omaha, on Monday, 24th inst. bbox=[194, 56, 320, 219]
table-cell: Rocky Point bbox=[958, 608, 1001, 619]
mcgowan-name: McGOWAN'S. bbox=[202, 887, 312, 907]
fare-line: Turua ... 2s 0d 3s 0d bbox=[5, 645, 75, 656]
article-paragraph: AFTER an animated debate, lasting all day yesterday, the Australasian Conference of the Wesleyan Church, sitting at Christchurch, refused to grant legislative independence to New Zealand Conference by 58 to 23 votes. bbox=[331, 1052, 481, 1114]
dateline-day: SYDNEY, Yesterday. bbox=[718, 539, 792, 550]
church-body: HOLY COMMUNION - 8 a.m. MORNING PRAYER and SERMON (by Rev. J. Bates) - 11 a.m. HYMNS - 341, 364, 384. BAPTISMS - 3 p.m. EVENING PRAYER and SERMON (by Rev. J. Bates) - 6.30 p.m. HYMNS - 404, 403, 24. bbox=[194, 1010, 320, 1092]
advert-line: MACHINES ON TIME PAYMENT. bbox=[198, 647, 248, 679]
race-result: Lone Hand ... 3 bbox=[650, 1106, 704, 1117]
tide-table-heading: TIDE TABLE. bbox=[60, 1221, 128, 1233]
post-office-heading: POST OFFICE NOTICE. bbox=[196, 32, 318, 43]
column-3 bbox=[325, 27, 486, 1803]
revenue-total: Total ... £87 11 1 bbox=[124, 1051, 183, 1062]
fare-line: (DECK) ... 5s 0d bbox=[5, 375, 64, 386]
advert-line: MACHINES ON TIME PAYMENT. bbox=[266, 647, 323, 679]
ad-heading: THAMES RIVER STEAM NAVIGATION COMPANY. bbox=[29, 490, 159, 514]
advert-sewing-label: Sewing bbox=[198, 560, 241, 576]
editorial-published: PUBLISHED DAILY AT FOUR P.M. bbox=[196, 1154, 318, 1164]
table-cell: (Ellis tr) bbox=[958, 547, 987, 558]
table-cell: New Whau (Foster's tr) bbox=[958, 588, 1039, 599]
dateline-heading: WANGANUI. bbox=[533, 1183, 598, 1195]
dateline-day: ADELAIDE, Yesterday. bbox=[709, 700, 792, 711]
table-cell: 6 0 0 bbox=[1091, 567, 1109, 578]
inwards-body: Enterprise, p.s., Miller, from Auckland, with passengers and cargo. Rotomahana, s.s. Farquhar, from Auckland, with passengers and cargo. bbox=[5, 868, 183, 899]
story-body: H.M.'s gunboat Swinger has arrived at Cooktown, and announces that the protectorate over New Guinea was proclaimed by a Southern firm as fit for the 6th inst. The ceremony was a very impressive one. The ships of war were at anchor off the shore, and fifty native chiefs were present. bbox=[650, 617, 792, 699]
